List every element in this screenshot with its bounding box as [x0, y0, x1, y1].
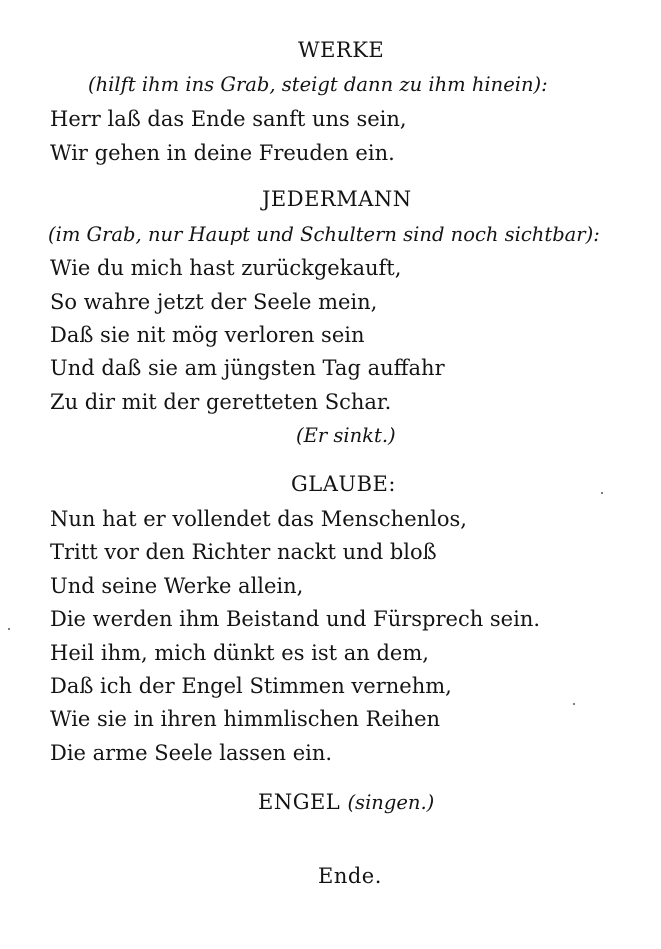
- stage-direction-singen: (singen.): [347, 791, 435, 814]
- verse-line: Und daß sie am jüngsten Tag auffahr: [50, 356, 445, 380]
- verse-line: Die arme Seele lassen ein.: [50, 741, 333, 765]
- verse-line: Daß sie nit mög verloren sein: [50, 323, 365, 347]
- verse-line: Die werden ihm Beistand und Fürsprech sein.: [50, 607, 541, 631]
- verse-line: Heil ihm, mich dünkt es ist an dem,: [50, 641, 429, 665]
- verse-line: Daß ich der Engel Stimmen vernehm,: [50, 674, 452, 698]
- verse-line: Herr laß das Ende sanft uns sein,: [50, 107, 407, 131]
- verse-line: Wie du mich hast zurückgekauft,: [50, 256, 402, 280]
- scan-speck: [601, 492, 603, 494]
- verse-line: So wahre jetzt der Seele mein,: [50, 290, 378, 314]
- verse-line: Zu dir mit der geretteten Schar.: [50, 390, 392, 414]
- end-marker: Ende.: [318, 864, 382, 888]
- stage-direction-er-sinkt: (Er sinkt.): [296, 424, 396, 447]
- verse-line: Tritt vor den Richter nackt und bloß: [50, 540, 437, 564]
- scan-speck: [8, 628, 10, 630]
- stage-direction-werke: (hilft ihm ins Grab, steigt dann zu ihm hinein):: [88, 73, 548, 96]
- scan-speck: [573, 703, 575, 705]
- verse-line: Und seine Werke allein,: [50, 574, 304, 598]
- speaker-jedermann: JEDERMANN: [262, 187, 412, 211]
- verse-line: Nun hat er vollendet das Menschenlos,: [50, 507, 467, 531]
- speaker-werke: WERKE: [298, 38, 385, 62]
- speaker-glaube: GLAUBE:: [291, 472, 396, 496]
- verse-line: Wie sie in ihren himmlischen Reihen: [50, 707, 441, 731]
- stage-direction-jedermann: (im Grab, nur Haupt und Schultern sind noch sichtbar):: [48, 223, 600, 246]
- speaker-engel: [258, 790, 434, 814]
- verse-line: Wir gehen in deine Freuden ein.: [50, 141, 395, 165]
- speaker-engel-name: ENGEL: [258, 790, 341, 814]
